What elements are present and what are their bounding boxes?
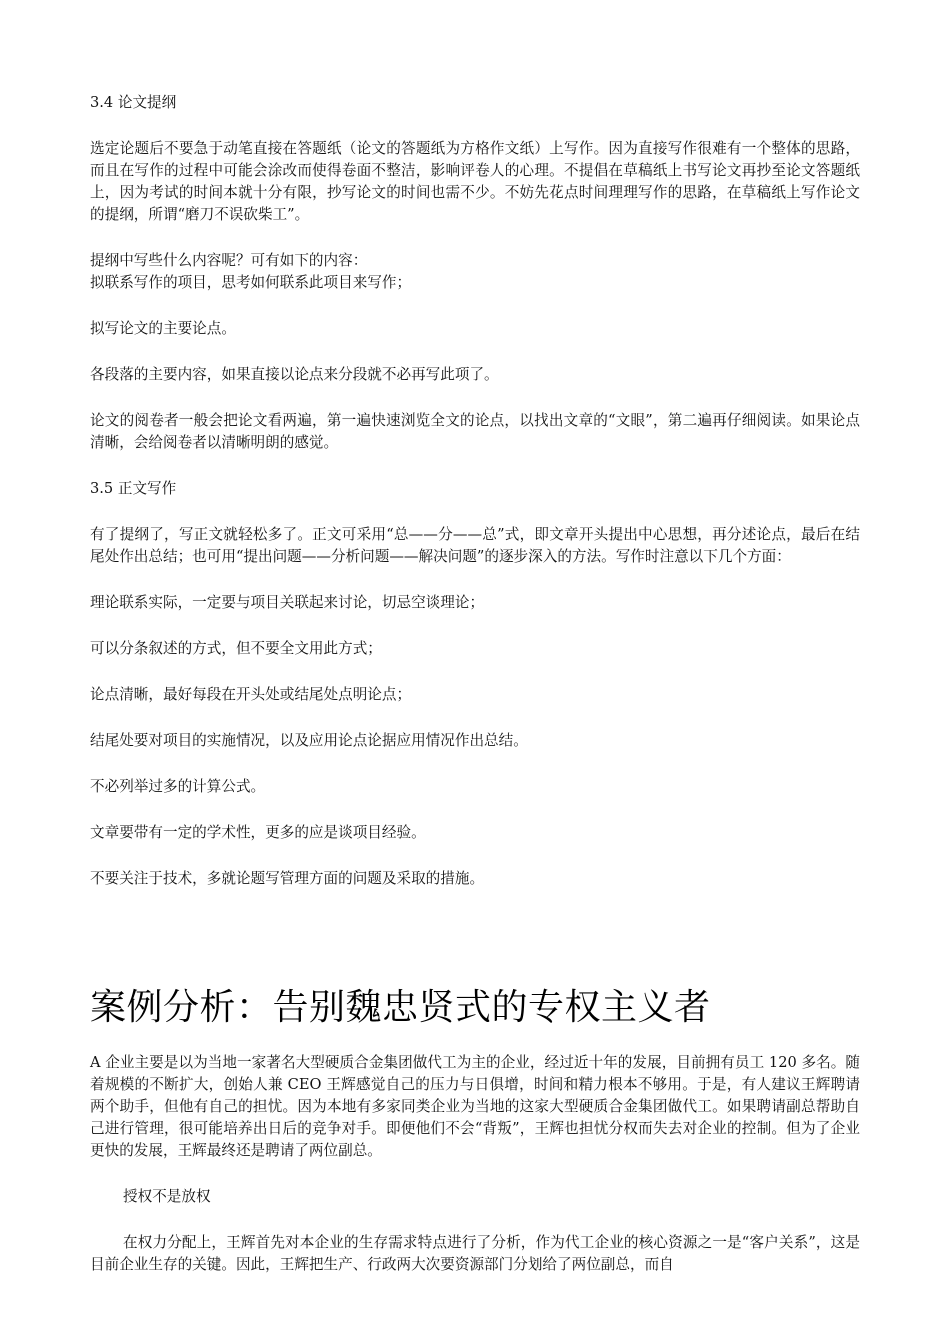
paragraph: 拟联系写作的项目，思考如何联系此项目来写作； <box>90 274 412 291</box>
list-item: 文章要带有一定的学术性，更多的应是谈项目经验。 <box>90 824 426 841</box>
section-heading-3-5: 3.5 正文写作 <box>90 480 177 497</box>
list-item: 理论联系实际，一定要与项目关联起来讨论，切忌空谈理论； <box>90 594 485 611</box>
paragraph: 选定论题后不要急于动笔直接在答题纸（论文的答题纸为方格作文纸）上写作。因为直接写作很难有一个整体的思路，而且在写作的过程中可能会涂改而使得卷面不整洁，影响评卷人的心理。不提倡在草稿纸上书写论文再抄至论文答题纸上，因为考试的时间本就十分有限，抄写论文的时间也需不少。不妨先花点时间理理写作的思路，在草稿纸上写作论文的提纲，所谓“磨刀不误砍柴工”。 <box>90 140 860 223</box>
list-item: 结尾处要对项目的实施情况，以及应用论点论据应用情况作出总结。 <box>90 732 528 749</box>
list-item: 不要关注于技术，多就论题写管理方面的问题及采取的措施。 <box>90 870 485 887</box>
section-heading-3-4: 3.4 论文提纲 <box>90 94 177 111</box>
paragraph: 在权力分配上，王辉首先对本企业的生存需求特点进行了分析，作为代工企业的核心资源之一是“客户关系”，这是目前企业生存的关键。因此，王辉把生产、行政两大次要资源部门分划给了两位副总，而自 <box>90 1234 860 1273</box>
paragraph: 拟写论文的主要论点。 <box>90 320 236 337</box>
case-title: 案例分析：告别魏忠贤式的专权主义者 <box>90 987 711 1028</box>
case-subheading: 授权不是放权 <box>123 1188 211 1205</box>
paragraph: 提纲中写些什么内容呢？可有如下的内容： <box>90 252 368 269</box>
list-item: 不必列举过多的计算公式。 <box>90 778 266 795</box>
paragraph: A 企业主要是以为当地一家著名大型硬质合金集团做代工为主的企业，经过近十年的发展，目前拥有员工 120 多名。随着规模的不断扩大，创始人兼 CEO 王辉感觉自己的压力与日俱增，时间和精力根本不够用。于是，有人建议王辉聘请两个助手，但他有自己的担忧。因为本地有多家同类企业为当地的这家大型硬质合金集团做代工。如果聘请副总帮助自己进行管理，很可能培养出日后的竞争对手。即便他们不会“背叛”，王辉也担忧分权而失去对企业的控制。但为了企业更快的发展，王辉最终还是聘请了两位副总。 <box>90 1054 860 1159</box>
paragraph: 论文的阅卷者一般会把论文看两遍，第一遍快速浏览全文的论点，以找出文章的“文眼”，第二遍再仔细阅读。如果论点清晰，会给阅卷者以清晰明朗的感觉。 <box>90 412 860 451</box>
list-item: 论点清晰，最好每段在开头处或结尾处点明论点； <box>90 686 412 703</box>
paragraph: 有了提纲了，写正文就轻松多了。正文可采用“总——分——总”式，即文章开头提出中心思想，再分述论点，最后在结尾处作出总结；也可用“提出问题——分析问题——解决问题”的逐步深入的方法。写作时注意以下几个方面： <box>90 526 860 565</box>
paragraph: 各段落的主要内容，如果直接以论点来分段就不必再写此项了。 <box>90 366 499 383</box>
list-item: 可以分条叙述的方式，但不要全文用此方式； <box>90 640 382 657</box>
